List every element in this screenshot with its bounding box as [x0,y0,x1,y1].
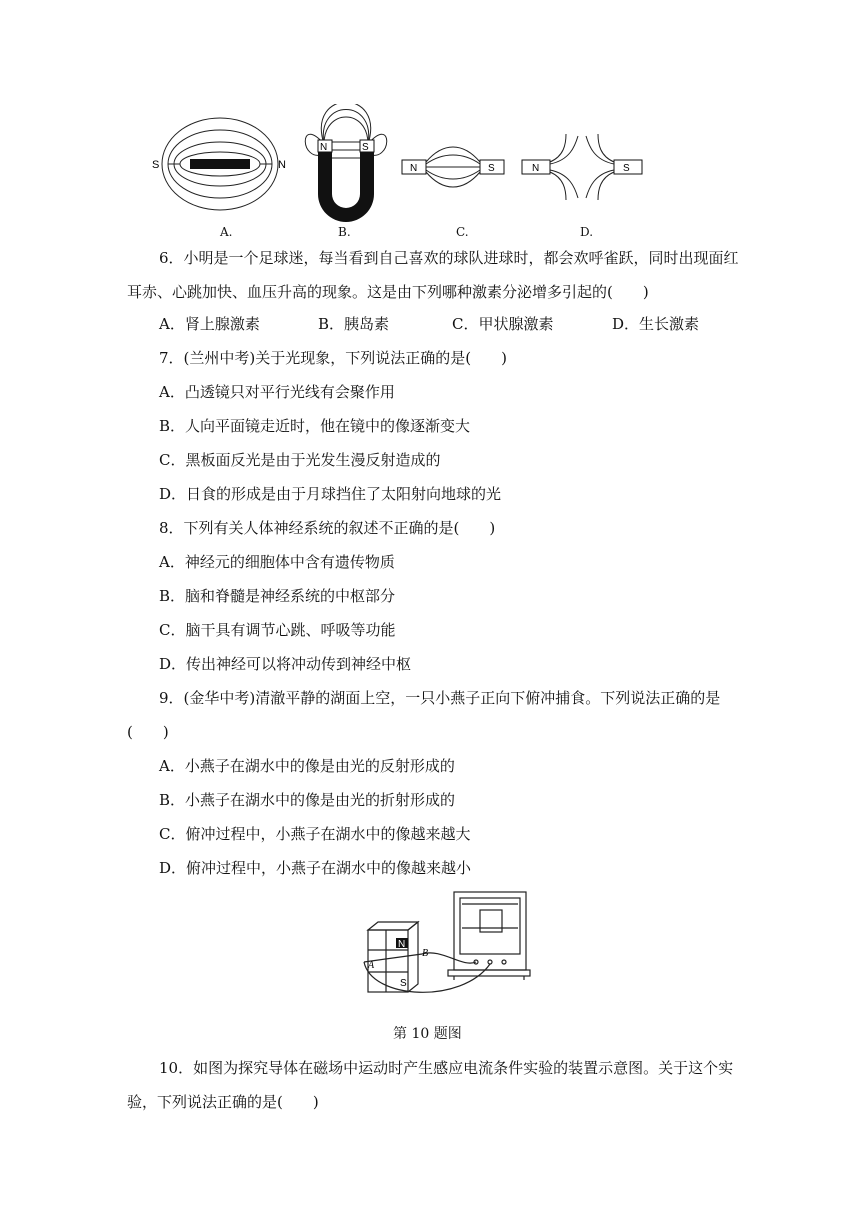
q9-line1: 9．(金华中考)清澈平静的湖面上空，一只小燕子正向下俯冲捕食。下列说法正确的是 [159,689,721,707]
label-a: A [368,960,375,971]
figure-10-induction-apparatus [362,888,542,1012]
q8-option-d: D．传出神经可以将冲动传到神经中枢 [159,655,412,673]
figure-10-caption: 第 10 题图 [393,1026,462,1042]
q6-option-d: D．生长激素 [612,315,700,333]
label-s: S [400,978,407,989]
label-n: N [278,159,286,171]
label-n: N [320,142,328,153]
label-b: B [422,948,429,959]
q9-option-a: A．小燕子在湖水中的像是由光的反射形成的 [159,757,455,775]
label-s: S [488,163,495,174]
label-n: N [410,163,418,174]
q8-stem: 8．下列有关人体神经系统的叙述不正确的是( ) [159,519,496,537]
q7-stem: 7．(兰州中考)关于光现象，下列说法正确的是( ) [159,349,507,367]
q8-option-c: C．脑干具有调节心跳、呼吸等功能 [159,621,396,639]
figure-c-opposite-poles [398,132,508,212]
q9-option-c: C．俯冲过程中，小燕子在湖水中的像越来越大 [159,825,471,843]
q6-option-a: A．肾上腺激素 [159,315,260,333]
label-n: N [532,163,540,174]
q9-option-b: B．小燕子在湖水中的像是由光的折射形成的 [159,791,456,809]
q6-option-c: C．甲状腺激素 [452,315,554,333]
q8-option-a: A．神经元的细胞体中含有遗传物质 [159,553,395,571]
q9-line2: ( ) [127,723,169,741]
q8-option-b: B．脑和脊髓是神经系统的中枢部分 [159,587,396,605]
label-n: N [398,939,406,950]
caption-d: D. [580,225,594,239]
q9-option-d: D．俯冲过程中，小燕子在湖水中的像越来越小 [159,859,472,877]
label-s: S [362,142,369,153]
figure-b-u-magnet [296,104,396,228]
q10-line1: 10．如图为探究导体在磁场中运动时产生感应电流条件实验的装置示意图。关于这个实 [159,1059,734,1077]
q6-option-b: B．胰岛素 [318,315,390,333]
label-s: S [623,163,630,174]
q10-line2: 验，下列说法正确的是( ) [127,1093,319,1111]
figure-a-bar-magnet [150,108,290,228]
q7-option-d: D．日食的形成是由于月球挡住了太阳射向地球的光 [159,485,502,503]
q7-option-b: B．人向平面镜走近时，他在镜中的像逐渐变大 [159,417,471,435]
caption-c: C. [456,225,469,239]
q6-line1: 6．小明是一个足球迷，每当看到自己喜欢的球队进球时，都会欢呼雀跃，同时出现面红 [159,249,739,267]
q7-option-c: C．黑板面反光是由于光发生漫反射造成的 [159,451,441,469]
caption-a: A. [220,225,233,239]
q7-option-a: A．凸透镜只对平行光线有会聚作用 [159,383,395,401]
caption-b: B. [338,225,351,239]
q6-line2: 耳赤、心跳加快、血压升高的现象。这是由下列哪种激素分泌增多引起的( ) [127,283,649,301]
label-s: S [152,159,160,171]
figure-d-like-poles [520,132,644,212]
